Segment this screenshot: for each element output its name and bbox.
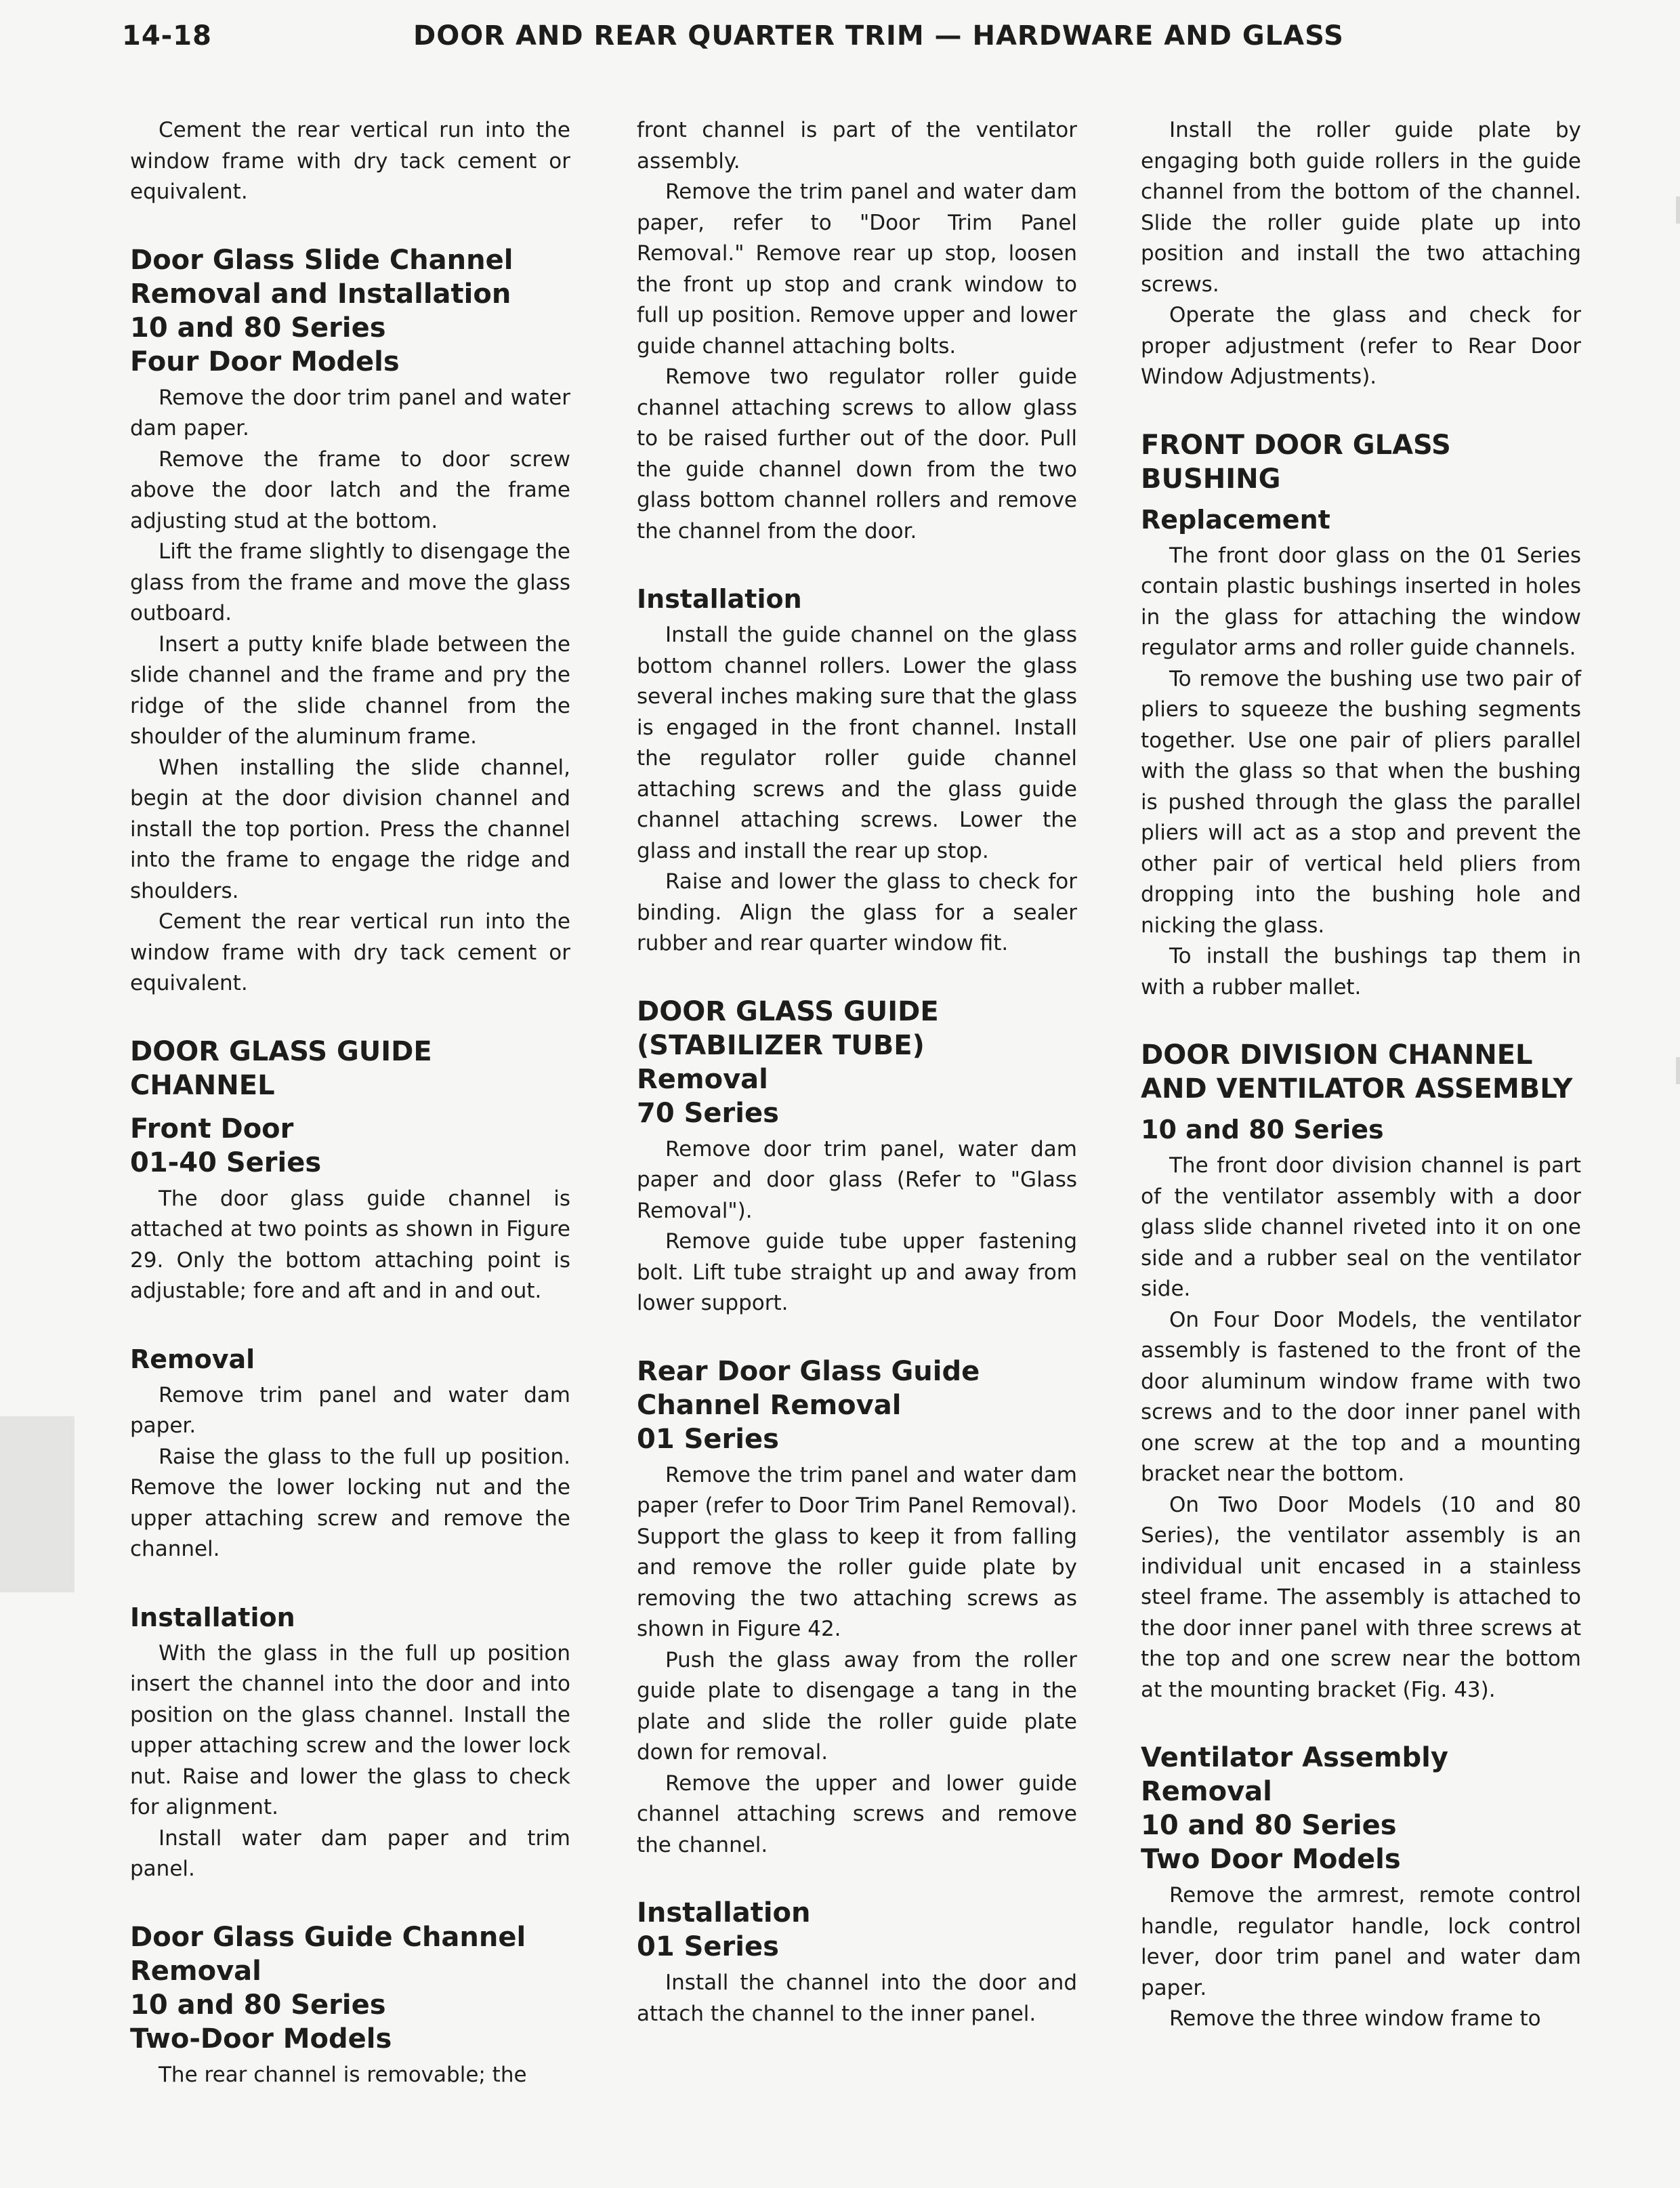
heading-line: Removal	[637, 1063, 768, 1095]
paragraph: Remove the armrest, remote control handle, regulator handle, lock control lever, door trim panel and water dam paper.	[1141, 1883, 1581, 2000]
paragraph: Cement the rear vertical run into the window frame with dry tack cement or equivalent.	[130, 909, 570, 995]
heading-line: 01 Series	[637, 1931, 779, 1962]
heading-line: Two Door Models	[1141, 1844, 1401, 1875]
paragraph: The front door glass on the 01 Series contain plastic bushings inserted in holes in the glass for attaching the window regulator arms and roller guide channels.	[1141, 543, 1581, 660]
page-edge-mark	[1676, 1057, 1680, 1084]
running-title: DOOR AND REAR QUARTER TRIM — HARDWARE AND GLASS	[413, 20, 1344, 51]
paragraph: Remove the frame to door screw above the door latch and the frame adjusting stud at the bottom.	[130, 447, 570, 533]
paragraph: With the glass in the full up position insert the channel into the door and into position on the glass channel. Install the upper attaching screw and the lower lock nut. Raise and lower the glass to check for alignment.	[130, 1640, 570, 1819]
paragraph: Remove the trim panel and water dam paper (refer to Door Trim Panel Removal). Support the glass to keep it from falling and remove the roller guide plate by removing the two attaching screws as shown in Figure 42.	[637, 1462, 1077, 1641]
section-heading	[130, 243, 570, 379]
column-3	[1141, 115, 1581, 2035]
heading-line: Removal and Installation	[130, 278, 511, 310]
heading-line: Front Door	[130, 1113, 294, 1144]
heading-line: Channel Removal	[637, 1389, 902, 1421]
heading-line: 70 Series	[637, 1097, 779, 1129]
paragraph: Remove trim panel and water dam paper.	[130, 1382, 570, 1438]
paragraph: On Four Door Models, the ventilator assembly is fastened to the front of the door aluminum window frame with two screws and to the door inner panel with one screw at the top and a mounting bracket near the bottom.	[1141, 1307, 1581, 1486]
paragraph: Cement the rear vertical run into the window frame with dry tack cement or equivalent.	[130, 118, 570, 204]
heading-line: CHANNEL	[130, 1069, 275, 1101]
paragraph: Lift the frame slightly to disengage the glass from the frame and move the glass outboard.	[130, 539, 570, 625]
paragraph: To install the bushings tap them in with a rubber mallet.	[1141, 944, 1581, 999]
section-heading	[637, 1355, 1077, 1456]
subsection-heading: Removal	[130, 1344, 255, 1374]
heading-line: 10 and 80 Series	[130, 1989, 386, 2021]
page-edge-mark	[1676, 197, 1680, 224]
column-2	[637, 115, 1077, 2029]
column-1	[130, 115, 570, 2090]
paragraph: Raise the glass to the full up position. Remove the lower locking nut and the upper attaching screw and remove the channel.	[130, 1444, 570, 1561]
heading-line: Door Glass Guide Channel	[130, 1921, 526, 1953]
scan-shading	[0, 1416, 75, 1592]
heading-line: Two-Door Models	[130, 2023, 392, 2055]
page-header	[122, 20, 1578, 68]
paragraph: Remove the upper and lower guide channel attaching screws and remove the channel.	[637, 1771, 1077, 1857]
paragraph: Remove the door trim panel and water dam paper.	[130, 385, 570, 440]
section-heading	[130, 1920, 570, 2056]
paragraph: When installing the slide channel, begin at the door division channel and install the top portion. Press the channel into the frame to engage the ridge and shoulders.	[130, 755, 570, 903]
heading-line: AND VENTILATOR ASSEMBLY	[1141, 1073, 1573, 1105]
paragraph: Operate the glass and check for proper adjustment (refer to Rear Door Window Adjustments).	[1141, 303, 1581, 389]
paragraph: Install the roller guide plate by engaging both guide rollers in the guide channel from the bottom of the channel. Slide the roller guide plate up into position and install the two attaching screws.	[1141, 118, 1581, 297]
heading-line: (STABILIZER TUBE)	[637, 1029, 925, 1061]
subsection-heading: Replacement	[1141, 504, 1330, 535]
heading-line: Door Glass Slide Channel	[130, 244, 513, 276]
paragraph: Remove the three window frame to	[1169, 2006, 1541, 2031]
paragraph: Push the glass away from the roller guide plate to disengage a tang in the plate and slide the roller guide plate down for removal.	[637, 1647, 1077, 1764]
heading-line: DOOR DIVISION CHANNEL	[1141, 1039, 1533, 1071]
heading-line: Removal	[130, 1955, 261, 1987]
paragraph: Install the channel into the door and attach the channel to the inner panel.	[637, 1970, 1077, 2026]
paragraph: Remove the trim panel and water dam paper, refer to "Door Trim Panel Removal." Remove rear up stop, loosen the front up stop and crank window to full up position. Remove upper and lower guide channel attaching bolts.	[637, 180, 1077, 358]
page-number: 14-18	[122, 20, 212, 51]
subsection-heading	[130, 1112, 570, 1180]
section-heading	[637, 1896, 1077, 1964]
section-heading	[1141, 1038, 1581, 1106]
heading-line: 01-40 Series	[130, 1147, 322, 1178]
heading-line: 10 and 80 Series	[1141, 1810, 1397, 1841]
paragraph: Raise and lower the glass to check for binding. Align the glass for a sealer rubber and rear quarter window fit.	[637, 869, 1077, 955]
section-heading	[1141, 1741, 1581, 1876]
paragraph: Insert a putty knife blade between the slide channel and the frame and pry the ridge of the slide channel from the shoulder of the aluminum frame.	[130, 632, 570, 749]
paragraph: The front door division channel is part of the ventilator assembly with a door glass slide channel riveted into it on one side and a rubber seal on the ventilator side.	[1141, 1153, 1581, 1301]
heading-line: BUSHING	[1141, 463, 1281, 495]
section-heading	[130, 1035, 570, 1102]
paragraph: Install the guide channel on the glass bottom channel rollers. Lower the glass several inches making sure that the glass is engaged in the front channel. Install the regulator roller guide channel attaching screws and the glass guide channel attaching screws. Lower the glass and install the rear up stop.	[637, 623, 1077, 863]
subsection-heading: Installation	[130, 1602, 295, 1632]
section-heading	[1141, 428, 1581, 496]
paragraph: front channel is part of the ventilator assembly.	[637, 118, 1077, 173]
paragraph: Remove two regulator roller guide channel attaching screws to allow glass to be raised further out of the door. Pull the guide channel down from the two glass bottom channel rollers and remove the channel from the door.	[637, 365, 1077, 543]
paragraph: On Two Door Models (10 and 80 Series), the ventilator assembly is an individual unit encased in a stainless steel frame. The assembly is attached to the door inner panel with three screws at the top and one screw near the bottom at the mounting bracket (Fig. 43).	[1141, 1492, 1581, 1702]
paragraph: Remove door trim panel, water dam paper and door glass (Refer to "Glass Removal").	[637, 1136, 1077, 1223]
heading-line: FRONT DOOR GLASS	[1141, 429, 1451, 461]
heading-line: Four Door Models	[130, 346, 400, 377]
subsection-heading: 10 and 80 Series	[1141, 1115, 1384, 1144]
paragraph: The rear channel is removable; the	[159, 2062, 527, 2087]
heading-line: Installation	[637, 1897, 811, 1928]
heading-line: 01 Series	[637, 1423, 779, 1455]
subsection-heading: Installation	[637, 584, 802, 614]
paragraph: Remove guide tube upper fastening bolt. Lift tube straight up and away from lower support.	[637, 1229, 1077, 1315]
heading-line: Ventilator Assembly Removal	[1141, 1742, 1448, 1807]
heading-line: DOOR GLASS GUIDE	[637, 995, 939, 1027]
heading-line: 10 and 80 Series	[130, 312, 386, 344]
heading-line: Rear Door Glass Guide	[637, 1355, 980, 1387]
paragraph: To remove the bushing use two pair of pliers to squeeze the bushing segments together. Use one pair of pliers parallel with the glass so that when the bushing is pushed through the glass the parallel pliers will act as a stop and prevent the other pair of vertical held pliers from dropping into the bushing hole and nicking the glass.	[1141, 666, 1581, 938]
heading-line: DOOR GLASS GUIDE	[130, 1035, 432, 1067]
section-heading	[637, 995, 1077, 1130]
paragraph: Install water dam paper and trim panel.	[130, 1825, 570, 1881]
paragraph: The door glass guide channel is attached at two points as shown in Figure 29. Only the bottom attaching point is adjustable; fore and aft and in and out.	[130, 1186, 570, 1303]
